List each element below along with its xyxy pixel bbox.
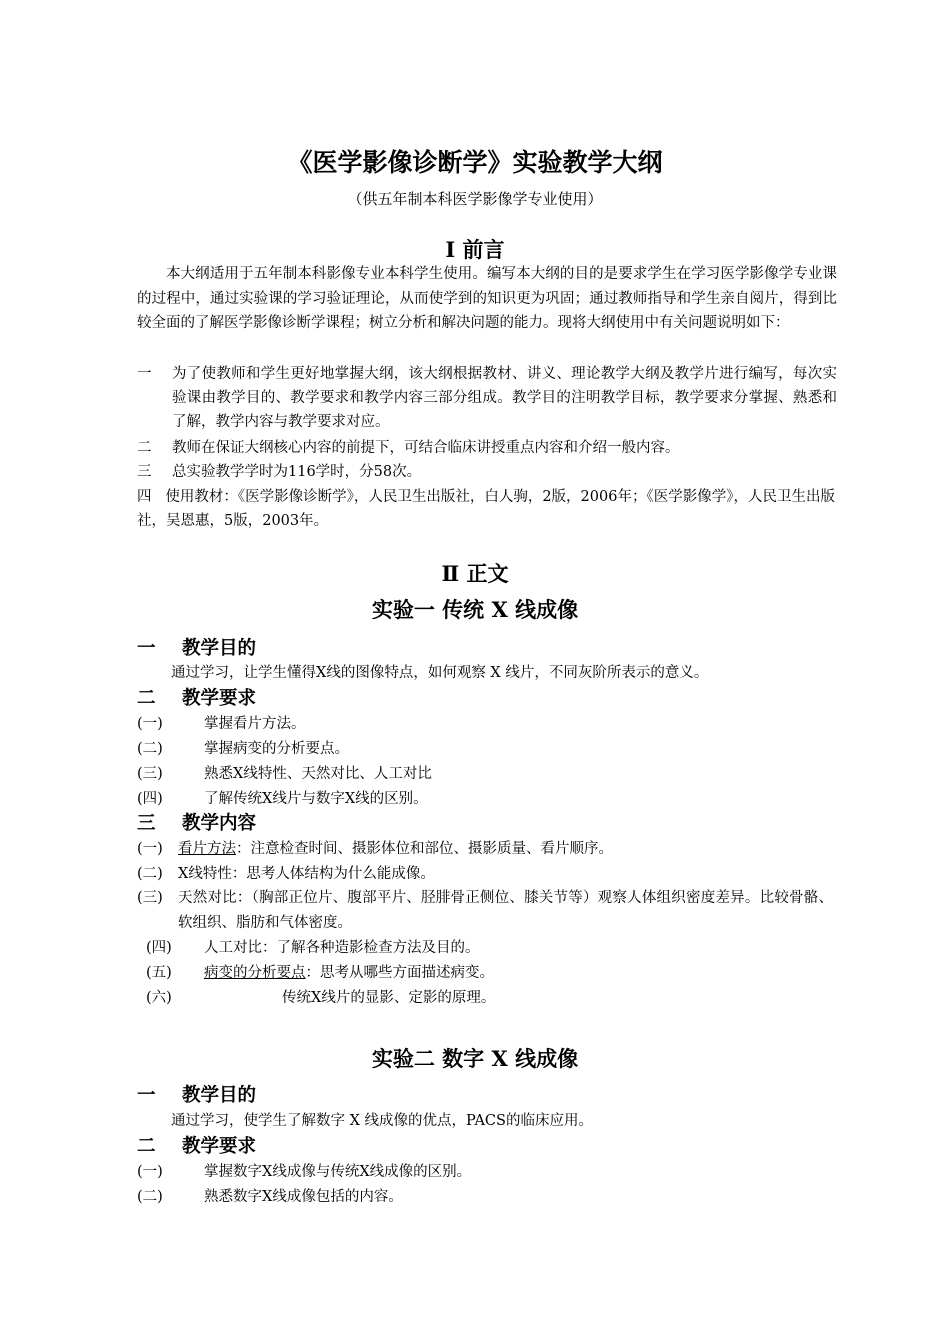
preface-intro (137, 262, 837, 336)
exp1-req-1-num: (一) (137, 716, 163, 732)
exp2-section-purpose (137, 1081, 256, 1107)
preface-intro-text: 本大纲适用于五年制本科影像专业本科学生使用。编写本大纲的目的是要求学生在学习医学影像学专业课的过程中，通过实验课的学习验证理论，从而使学到的知识更为巩固；通过教师指导和学生亲自阅片，得到比较全面的了解医学影像诊断学课程；树立分析和解决问题的能力。现将大纲使用中有关问题说明如下： (137, 266, 837, 332)
exp2-section-requirements (137, 1132, 256, 1158)
exp2-req-1-text: 掌握数字X线成像与传统X线成像的区别。 (204, 1164, 472, 1180)
exp1-content-2-text: X线特性：思考人体结构为什么能成像。 (178, 866, 435, 882)
preface-note-1 (137, 362, 837, 434)
exp1-content-5-num: (五) (146, 965, 172, 981)
exp1-section-requirements (137, 684, 256, 710)
exp1-req-2-text: 掌握病变的分析要点。 (204, 741, 349, 757)
preface-note-2 (137, 436, 837, 460)
note-text: 总实验教学学时为116学时，分58次。 (172, 464, 422, 480)
exp1-content-4-text: 人工对比：了解各种造影检查方法及目的。 (204, 940, 480, 956)
section-number: 三 (137, 813, 156, 834)
exp1-req-3-num: (三) (137, 766, 163, 782)
section-number: 二 (137, 688, 156, 709)
exp1-content-6-num: (六) (146, 990, 172, 1006)
exp1-req-4-num: (四) (137, 791, 163, 807)
exp1-purpose-text: 通过学习，让学生懂得X线的图像特点，如何观察 X 线片，不同灰阶所表示的意义。 (171, 665, 709, 681)
exp2-req-1-num: (一) (137, 1164, 163, 1180)
exp1-content-1 (178, 837, 613, 858)
content-text: ：注意检查时间、摄影体位和部位、摄影质量、看片顺序。 (236, 841, 613, 857)
section-number: 二 (137, 1136, 156, 1157)
body-heading: Ⅱ 正文 (441, 561, 509, 586)
section-number: 一 (137, 638, 156, 659)
exp1-content-4-num: (四) (146, 940, 172, 956)
exp1-content-1-num: (一) (137, 841, 163, 857)
note-number: 一 (137, 366, 152, 382)
note-number: 三 (137, 464, 152, 480)
document-title: 《医学影像诊断学》实验教学大纲 (287, 148, 663, 177)
exp2-req-2-text: 熟悉数字X线成像包括的内容。 (204, 1189, 403, 1205)
section-label: 教学目的 (182, 638, 257, 659)
preface-note-3 (137, 460, 837, 484)
note-number: 二 (137, 440, 152, 456)
document-subtitle: （供五年制本科医学影像学专业使用） (347, 190, 603, 208)
section-label: 教学目的 (182, 1085, 257, 1106)
exp1-content-5 (204, 961, 494, 982)
section-number: 一 (137, 1085, 156, 1106)
exp1-content-6-text: 传统X线片的显影、定影的原理。 (282, 990, 496, 1006)
section-label: 教学内容 (182, 813, 257, 834)
exp1-req-2-num: (二) (137, 741, 163, 757)
note-text: 为了使教师和学生更好地掌握大纲，该大纲根据教材、讲义、理论教学大纲及教学片进行编写，每次实验课由教学目的、教学要求和教学内容三部分组成。教学目的注明教学目标，教学要求分掌握、熟悉和了解，教学内容与教学要求对应。 (172, 366, 837, 430)
experiment-2-title: 实验二 数字 X 线成像 (371, 1046, 579, 1071)
section-label: 教学要求 (182, 1136, 257, 1157)
exp2-req-2-num: (二) (137, 1189, 163, 1205)
exp1-req-3-text: 熟悉X线特性、天然对比、人工对比 (204, 766, 432, 782)
note-number: 四 (137, 489, 152, 505)
exp1-content-2-num: (二) (137, 866, 163, 882)
section-label: 教学要求 (182, 688, 257, 709)
experiment-1-title: 实验一 传统 X 线成像 (371, 597, 579, 622)
exp1-section-contents (137, 809, 256, 835)
note-text: 教师在保证大纲核心内容的前提下，可结合临床讲授重点内容和介绍一般内容。 (172, 440, 680, 456)
exp1-req-4-text: 了解传统X线片与数字X线的区别。 (204, 791, 428, 807)
preface-note-4 (137, 485, 837, 533)
content-text: ：思考从哪些方面描述病变。 (305, 965, 494, 981)
note-text: 使用教材：《医学影像诊断学》，人民卫生出版社，白人驹，2版，2006年；《医学影像学》，人民卫生出版社，吴恩惠，5版，2003年。 (137, 489, 835, 529)
preface-heading: Ⅰ 前言 (445, 237, 505, 262)
exp2-purpose-text: 通过学习，使学生了解数字 X 线成像的优点，PACS的临床应用。 (171, 1113, 593, 1129)
exp1-req-1-text: 掌握看片方法。 (204, 716, 306, 732)
content-keyword: 病变的分析要点 (204, 965, 306, 981)
content-keyword: 看片方法 (178, 841, 236, 857)
exp1-section-purpose (137, 634, 256, 660)
exp1-content-3-num: (三) (137, 890, 163, 906)
exp1-content-3-text: 天然对比：（胸部正位片、腹部平片、胫腓骨正侧位、膝关节等）观察人体组织密度差异。比较骨骼、软组织、脂肪和气体密度。 (178, 890, 833, 931)
